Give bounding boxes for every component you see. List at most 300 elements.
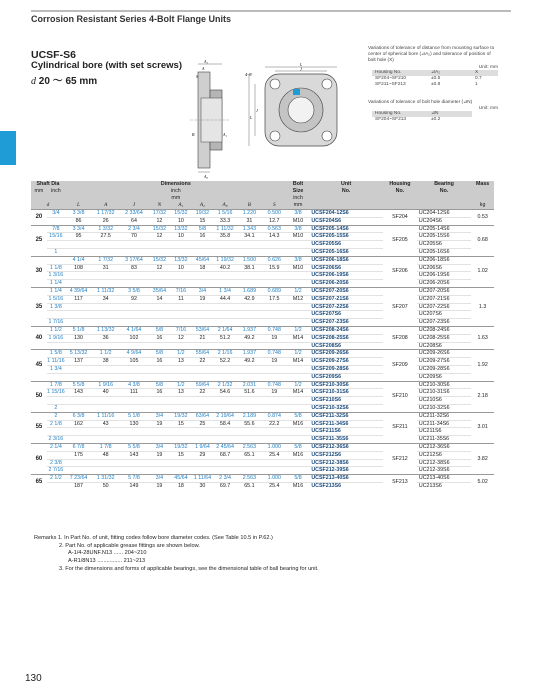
housing-number: SF212 [383,443,417,474]
svg-text:J: J [256,108,258,113]
dimension-cell: 2 33/64 [119,210,148,218]
dimension-cell: 43 [92,420,119,428]
svg-text:J: J [300,66,302,72]
shaft-dia-inch: 1 1/2 [47,326,65,334]
dimension-cell [287,280,310,288]
dimension-cell: 54.6 [213,389,237,397]
dimension-cell: 25.4 [262,451,287,459]
bearing-number: UC209S6 [417,373,471,381]
dimension-cell: 38 [92,358,119,366]
table-row [31,467,494,475]
dimension-cell: 13 [170,389,192,397]
unit-number: UCSF210-30S6 [309,381,383,389]
dimension-cell: 65.1 [237,451,262,459]
unit-number: UCSF212S6 [309,451,383,459]
dimensions-header: Dimensions [65,181,287,188]
dimension-cell: 3/8 [287,256,310,264]
dimension-cell [287,459,310,467]
unit-number: UCSF206-19S6 [309,272,383,280]
table-row [31,412,494,420]
dimension-cell: 51.2 [213,334,237,342]
dimension-cell: 1.000 [262,443,287,451]
dimension-cell [149,404,171,412]
dimension-cell [237,303,262,311]
dimension-cell [170,467,192,475]
dimension-cell: 0.500 [262,210,287,218]
dimension-cell [92,280,119,288]
dimension-cell [237,459,262,467]
dimension-cell: 70 [119,233,148,241]
unit-number: UCSF208S6 [309,342,383,350]
table-cell: 0.7 [475,76,482,81]
table-row [31,451,494,459]
dimension-cell: 6 3/8 [65,412,92,420]
bearing-number: UC205S6 [417,241,471,249]
dimension-cell: 2 1/32 [213,381,237,389]
bearing-no-header: No. [417,188,471,195]
dimension-cell: 0.748 [262,326,287,334]
shaft-dia-mm: 30 [31,256,47,287]
dimension-cell: 1.343 [237,225,262,233]
dimension-cell [170,241,192,249]
dimension-cell [170,272,192,280]
dimension-cell [213,342,237,350]
tolerance-unit: Unit: mm [478,65,498,70]
dimension-cell [119,272,148,280]
dimension-cell: 0.626 [262,256,287,264]
dimension-cell [170,397,192,405]
dimension-cell: 49.2 [237,334,262,342]
dimension-cell [192,436,214,444]
shaft-dia-inch: 7/8 [47,225,65,233]
dim-inch-header: inch [65,188,287,195]
dimension-cell [262,436,287,444]
dimension-cell: 3/8 [287,225,310,233]
col-A1: A₁ [170,202,192,210]
dimension-cell: 3 17/64 [119,256,148,264]
dimension-cell: 1.937 [237,350,262,358]
unit-number: UCSF206-20S6 [309,280,383,288]
shaft-dia-inch [47,342,65,350]
dimension-cell: 1 19/32 [213,256,237,264]
dimension-cell [262,404,287,412]
dimension-cell [149,280,171,288]
dimension-cell [65,373,92,381]
unit-number: UCSF207-20S6 [309,287,383,295]
dimension-cell [237,248,262,256]
svg-text:L: L [250,115,253,120]
housing-number: SF210 [383,381,417,412]
dimension-cell: 51.6 [237,389,262,397]
dimension-cell: 5/8 [149,350,171,358]
dimension-cell [192,428,214,436]
bearing-number: UC207-23S6 [417,319,471,327]
dimension-cell: 1 7/32 [92,256,119,264]
shaft-dia-inch: 2 1/2 [47,475,65,483]
col-header: Housing No. [375,70,402,75]
dimension-cell: 5 1/8 [119,412,148,420]
dimension-cell: 49.2 [237,358,262,366]
dimension-cell: 92 [119,295,148,303]
shaft-dia-inch: 1 1/4 [47,280,65,288]
dimension-cell [213,404,237,412]
dimension-cell [262,342,287,350]
dimension-cell [170,373,192,381]
dimension-cell [213,459,237,467]
dimension-cell [149,303,171,311]
table-row [31,381,494,389]
dimension-cell: 42.9 [237,295,262,303]
dimension-cell: 30 [192,482,214,489]
tolerance-title: Variations of tolerance of bolt hole diameter (⊿N) [368,100,473,105]
housing-number: SF207 [383,287,417,326]
dimension-cell [170,311,192,319]
svg-text:A₂: A₂ [204,60,208,64]
dimension-cell: 5 5/8 [119,443,148,451]
unit-number: UCSF207-21S6 [309,295,383,303]
dimension-cell: 58.4 [213,420,237,428]
bearing-number: UC212S6 [417,451,471,459]
shaft-dia-inch [47,482,65,489]
dimension-cell [237,467,262,475]
dimension-cell: 5 1/8 [65,326,92,334]
dimension-cell: 34.1 [237,233,262,241]
table-row [31,350,494,358]
dimension-cell [119,397,148,405]
shaft-dia-inch: 2 1/4 [47,443,65,451]
dimension-cell [287,428,310,436]
bearing-number: UC205-14S6 [417,225,471,233]
dimension-cell [92,373,119,381]
mass-value: 0.68 [471,225,494,256]
unit-number: UCSF205-14S6 [309,225,383,233]
dimension-cell: M16 [287,451,310,459]
dimension-cell: 108 [65,264,92,272]
dimension-cell: 25 [192,420,214,428]
dimension-cell: 15/32 [149,225,171,233]
bearing-number: UC204S6 [417,217,471,225]
dimension-cell [262,272,287,280]
shaft-dia-inch: 2 3/16 [48,436,64,443]
dimension-cell: 3/4 [149,443,171,451]
mass-value: 1.92 [471,350,494,381]
dimension-cell: 1 9/64 [192,443,214,451]
dimension-cell [170,248,192,256]
dimension-cell: 11 [170,295,192,303]
mass-value: 1.63 [471,326,494,349]
dimension-cell: 64 [119,217,148,225]
dimension-cell [65,342,92,350]
dimension-cell [170,319,192,327]
shaft-dia-inch [47,428,65,436]
mass-value: 2.18 [471,381,494,412]
dimension-cell: 1 1/2 [92,350,119,358]
bearing-number: UC206-19S6 [417,272,471,280]
dimension-cell: 0.563 [262,225,287,233]
dimension-cell [92,248,119,256]
dimension-cell: M16 [287,482,310,489]
dimension-cell: 16 [149,334,171,342]
dimension-cell: 102 [119,334,148,342]
tolerance-title: Variations of tolerance of distance from mounting surface to center of spherical bore (⊿A₂) and tolerance of position of bolt hole (X) [368,46,495,63]
col-d: d [31,202,65,210]
remarks [34,535,319,574]
unit-number: UCSF211-32S6 [309,412,383,420]
dimension-cell [65,319,92,327]
bearing-number: UC205-15S6 [417,233,471,241]
dimension-cell: 187 [65,482,92,489]
col-S: S [262,202,287,210]
unit-number: UCSF204-12S6 [309,210,383,218]
dimension-cell: 2.031 [237,381,262,389]
inch-header: inch [47,188,65,195]
dimension-cell: 55/64 [192,350,214,358]
dimension-cell: 117 [65,295,92,303]
mass-value: 5.02 [471,475,494,490]
dimension-cell: 13/32 [170,225,192,233]
shaft-dia-inch: 2 1/8 [47,420,65,428]
unit-number: UCSF208-25S6 [309,334,383,342]
dimension-cell: 40 [92,389,119,397]
shaft-dia-inch: 15/16 [47,233,65,241]
table-row [31,342,494,350]
dimension-cell [170,459,192,467]
dimension-cell [213,241,237,249]
dimension-cell [92,365,119,373]
dimension-cell: 1.689 [237,287,262,295]
unit-number: UCSF205-16S6 [309,248,383,256]
col-A: A [92,202,119,210]
shaft-dia-inch: 1 [47,248,65,256]
bearing-number: UC211-34S6 [417,420,471,428]
dimension-cell: 15.9 [262,264,287,272]
page-number: 130 [25,673,42,684]
dimension-cell [170,404,192,412]
table-cell: SF204~SF210 [375,76,407,81]
shaft-dia-mm: 60 [31,443,47,474]
dimension-cell [213,303,237,311]
dimension-cell [119,241,148,249]
dimension-cell [149,365,171,373]
bearing-number: UC212-38S6 [417,459,471,467]
dimension-cell: 22 [192,358,214,366]
dimension-cell [65,404,92,412]
dimension-cell: 3/4 [149,412,171,420]
table-row [31,311,494,319]
dimension-cell: M16 [287,420,310,428]
col-L: L [65,202,92,210]
dimension-cell [213,397,237,405]
dimension-cell: 1/2 [287,381,310,389]
dimension-cell: 175 [65,451,92,459]
shaft-dia-inch: 1 9/16 [48,334,64,341]
dimension-cell: 2.563 [237,475,262,483]
bolt-mm-header: mm [287,202,310,210]
dimension-cell: 162 [65,420,92,428]
housing-header: Housing [383,181,417,188]
unit-number: UCSF210S6 [309,397,383,405]
remark-line: Remarks 1. In Part No. of unit, fitting codes follow bore diameter codes. (See Table 10.5 in P.62.) [34,535,273,541]
dimension-cell: 12 [170,334,192,342]
col-header: Housing No. [375,111,402,116]
table-row [31,217,494,225]
dimension-cell [262,248,287,256]
dimension-cell [287,248,310,256]
bearing-number: UC212-39S6 [417,467,471,475]
dimension-cell: 1/2 [287,287,310,295]
dimension-cell [213,311,237,319]
dimension-cell [262,365,287,373]
table-row [31,319,494,327]
col-N: N [149,202,171,210]
dimension-cell [119,319,148,327]
dimension-cell [287,311,310,319]
bearing-number: UC208-25S6 [417,334,471,342]
dimension-cell: 31 [237,217,262,225]
dimension-cell: 149 [119,482,148,489]
dimension-cell: 105 [119,358,148,366]
dimension-cell [213,373,237,381]
dimension-cell: 19/32 [170,443,192,451]
svg-text:A₀: A₀ [204,174,208,179]
dimension-cell [192,303,214,311]
dimension-cell: 38.1 [237,264,262,272]
dimension-cell [192,241,214,249]
dimension-cell: 15/32 [149,256,171,264]
unit-number: UCSF209-26S6 [309,350,383,358]
dimension-cell [262,428,287,436]
dimension-cell: 15 [170,451,192,459]
col-J: J [119,202,148,210]
side-view-drawing [190,60,230,180]
dimension-cell: 1 17/32 [92,210,119,218]
shaft-dia-inch: 2 [47,404,65,412]
dimension-cell: 111 [119,389,148,397]
dimension-cell: 50 [92,482,119,489]
mass-header: Mass [471,181,494,188]
dimension-cell [262,459,287,467]
dimension-cell [170,436,192,444]
remark-line: A-1/4-28UNF.N13 ...... 204~210 [68,550,147,557]
dimension-cell: 83 [119,264,148,272]
dimension-cell: 35.8 [213,233,237,241]
dimension-cell [262,319,287,327]
dimension-cell [170,428,192,436]
bolt-inch-header: inch [287,195,310,202]
dimension-cell [262,467,287,475]
bearing-number: UC210-30S6 [417,381,471,389]
dimension-cell [287,467,310,475]
dimension-cell: 17/32 [149,210,171,218]
dimension-cell [237,436,262,444]
unit-number: UCSF213-40S6 [309,475,383,483]
bearing-number: UC206-18S6 [417,256,471,264]
dimension-cell: 19/32 [170,412,192,420]
shaft-dia-mm: 40 [31,326,47,349]
dimension-cell: 12 [149,233,171,241]
dimension-cell [237,311,262,319]
dimension-cell: 22.2 [262,420,287,428]
dimension-cell: 1.220 [237,210,262,218]
dimension-cell: 19 [149,482,171,489]
dimension-cell: 1.000 [262,475,287,483]
dimension-cell [149,373,171,381]
table-row [31,295,494,303]
shaft-dia-header: Shaft Dia [31,181,65,188]
dimension-cell: 19 [262,358,287,366]
dimension-cell: 2 19/64 [213,412,237,420]
dimension-cell [149,241,171,249]
mass-value: 1.3 [471,287,494,326]
dimension-cell [149,428,171,436]
dimension-cell [149,467,171,475]
dimension-cell: 5/8 [149,326,171,334]
dimension-cell: 0.748 [262,350,287,358]
table-row [31,443,494,451]
dimension-cell: 1 3/32 [92,225,119,233]
shaft-dia-inch: 1 1/8 [47,264,65,272]
dimension-cell: 86 [65,217,92,225]
shaft-dia-mm: 45 [31,350,47,381]
dimension-cell [119,280,148,288]
bearing-number: UC212-36S6 [417,443,471,451]
unit-header: Unit [309,181,383,188]
dimension-cell: 5/8 [287,443,310,451]
dimension-cell [65,397,92,405]
dimension-cell: 143 [119,451,148,459]
dimension-cell [287,241,310,249]
bearing-number: UC207-20S6 [417,287,471,295]
dimension-cell [287,397,310,405]
svg-text:B: B [192,132,195,137]
unit-number: UCSF205S6 [309,241,383,249]
dimension-cell: 10 [170,217,192,225]
col-header: ⊿N [431,111,439,116]
table-row [31,225,494,233]
dimension-cell: 1 5/16 [213,210,237,218]
shaft-dia-inch [47,451,65,459]
shaft-dia-inch [47,256,65,264]
unit-number: UCSF206S6 [309,264,383,272]
table-row [31,303,494,311]
unit-number: UCSF213S6 [309,482,383,489]
dimension-cell [287,319,310,327]
dimension-cell: 21 [192,334,214,342]
dim-mm-header: mm [65,195,287,202]
table-row [31,389,494,397]
dimension-cell [213,319,237,327]
mass-value: 3.82 [471,443,494,474]
dimension-cell [287,342,310,350]
housing-number: SF206 [383,256,417,287]
dimension-cell: 1/2 [170,381,192,389]
shaft-dia-inch: 1 3/4 [47,365,65,373]
dimension-cell [287,436,310,444]
dimension-cell [237,319,262,327]
mass-value: 0.53 [471,210,494,226]
shaft-dia-inch: 1 7/16 [48,319,64,326]
dimension-cell [192,404,214,412]
unit-number: UCSF211-35S6 [309,436,383,444]
dimension-cell: 34 [92,295,119,303]
dimension-cell: 0.748 [262,381,287,389]
table-row [31,459,494,467]
dimension-cell [65,303,92,311]
dimension-cell [65,248,92,256]
dimension-cell [170,280,192,288]
dimension-cell [237,365,262,373]
shaft-dia-inch: 2 7/16 [48,467,64,474]
